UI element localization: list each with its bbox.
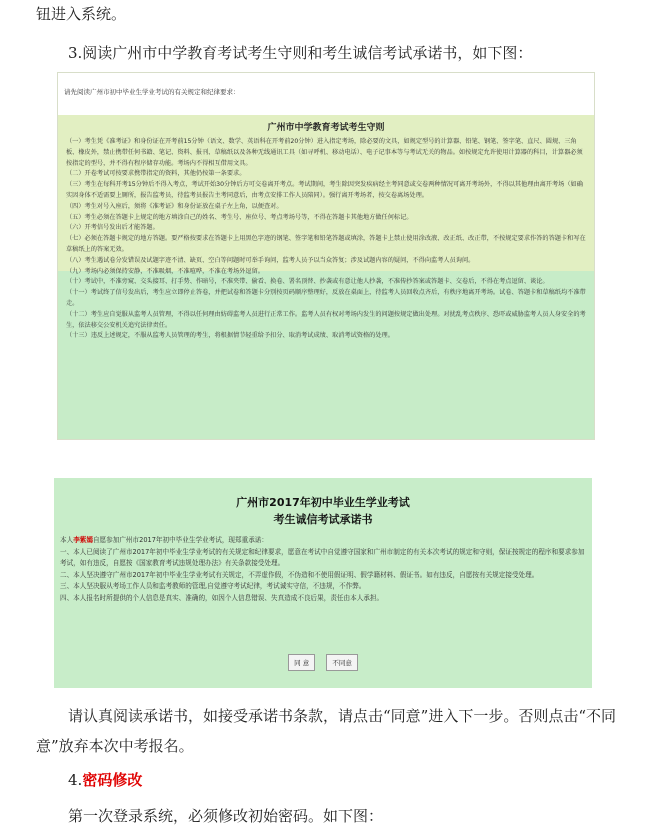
top-line: 钮进入系统。 bbox=[36, 5, 127, 23]
pledge-title-line2: 考生诚信考试承诺书 bbox=[273, 513, 373, 526]
rule-item: （七）必须在答题卡规定的地方答题。要严格按要求在答题卡上用黑色字迹的钢笔、签字笔和铅笔答题或填涂，答题卡上禁止使用涂改液、改正纸、改正带，不按规定要求作答的答题卡和写在草稿纸上的答案无效。 bbox=[66, 235, 586, 253]
rule-item: （一）考生凭《准考证》和身份证在开考前15分钟（语文、数学、英语科在开考前20分钟）进入指定考场，除必要的文具，如规定型号的计算器、铅笔、钢笔、签字笔、直尺、圆规、三角板、橡皮外，禁止携带任何书籍、笔记、资料、报刊、草稿纸以及各种无线通讯工具（如寻呼机、移动电话）、电子记事本等与考试无关的物品。如按规定允许使用计算器的科目，计算器必须按指定的型号，并不得有程序储存功能。考场内不得相互借用文具。 bbox=[66, 138, 583, 167]
rules-intro: 请先阅读广州市初中毕业生学业考试的有关规定和纪律要求： bbox=[64, 88, 240, 96]
rules-screenshot bbox=[57, 72, 595, 440]
rule-item: （四）考生对号入座后，须将《准考证》和身份证放在桌子左上角，以便查对。 bbox=[66, 202, 283, 210]
step4-title: 密码修改 bbox=[82, 771, 143, 789]
rules-panel bbox=[58, 115, 594, 440]
rule-item: （二）开卷考试可按要求携带指定的资料，其他仍按第一条要求。 bbox=[66, 170, 246, 178]
rule-item: （八）考生遇试卷分发错误及试题字迹不清、缺页、空白等问题时可举手询问，监考人员予以当众答复；涉及试题内容的疑问，不得向监考人员询问。 bbox=[66, 256, 475, 264]
instruction-text: 请认真阅读承诺书，如接受承诺书条款，请点击“同意”进入下一步。否则点击“不同意”放弃本次中考报名。 bbox=[36, 707, 617, 755]
pledge-lead bbox=[60, 535, 586, 547]
rule-item: （十一）考试终了信号发出后，考生应立即停止答卷，并把试卷和答题卡分别按页码顺序整理好，反放在桌面上，待监考人员回收点齐后，有秩序地离开考场。试卷、答题卡和草稿纸均不准带走。 bbox=[66, 289, 586, 307]
pledge-item: 一、本人已阅读了广州市2017年初中毕业生学业考试的有关规定和纪律要求，愿意在考试中自觉遵守国家和广州市制定的有关本次考试的规定和守则，保证按规定的程序和要求参加考试，如有违反，自愿按《国家教育考试违规处理办法》有关条款接受处理。 bbox=[60, 547, 585, 568]
pledge-item: 二、本人坚决遵守广州市2017年初中毕业生学业考试有关规定，不弄虚作假，不伪造和不使用假证明、假学籍材料、假证书。如有违反，自愿按有关规定接受处理。 bbox=[60, 570, 539, 579]
pledge-lead-prefix: 本人 bbox=[60, 536, 74, 544]
agree-button[interactable]: 同 意 bbox=[288, 654, 315, 671]
step4-number: 4. bbox=[68, 771, 83, 789]
rule-item: （十）考试中，不准旁窥、交头接耳、打手势、作暗号，不准夹带、偷看、换卷、署名顶替、抄袭或有意让他人抄袭，不准传抄答案或答题卡、交卷后，不得在考点逗留、谈论。 bbox=[66, 278, 549, 286]
rule-item: （六）开考信号发出后才能答题。 bbox=[66, 224, 159, 232]
rule-item: （五）考生必须在答题卡上规定的地方填涂自己的姓名、考生号、座位号、考点考场号等，不得在答题卡其他地方做任何标记。 bbox=[66, 213, 413, 221]
pledge-body bbox=[60, 535, 586, 605]
pledge-lead-suffix: 自愿参加广州市2017年初中毕业生学业考试，现郑重承诺： bbox=[92, 536, 268, 544]
disagree-button[interactable]: 不同意 bbox=[326, 654, 358, 671]
pledge-screenshot bbox=[54, 478, 592, 688]
rules-title: 广州市中学教育考试考生守则 bbox=[267, 123, 385, 133]
candidate-name: 李紫嫣 bbox=[73, 536, 93, 544]
pledge-item: 三、本人坚决服从考场工作人员和监考教师的管理,自觉遵守考试纪律，考试诚实守信，不违规，不作弊。 bbox=[60, 582, 366, 591]
pledge-item: 四、本人报名时所提供的个人信息是真实、准确的，如因个人信息错误、失真造成不良后果，责任由本人承担。 bbox=[60, 593, 384, 602]
step4-heading bbox=[68, 770, 648, 790]
pledge-buttons bbox=[54, 650, 592, 671]
pledge-title-line1: 广州市2017年初中毕业生学业考试 bbox=[236, 496, 410, 509]
step3-text: 3.阅读广州市中学教育考试考生守则和考生诚信考试承诺书，如下图： bbox=[68, 44, 533, 62]
rule-item: （三）考生在每科开考15分钟后不得入考点，考试开始30分钟后方可交卷离开考点。考试期间，考生除因突发疾病经主考同意或交卷两种情况可离开考场外，不得以其他理由离开考场（如确实因身体不适需要上厕所，报告监考员，待监考员报告主考同意后，由考点安排工作人员陪同）。强行离开考场者，按交卷离场处理。 bbox=[66, 181, 583, 199]
rule-item: （九）考场内必须保持安静，不准吸烟，不准喧哗，不准在考场外逗留。 bbox=[66, 267, 264, 275]
step4-text: 第一次登录系统，必须修改初始密码。如下图： bbox=[68, 807, 384, 825]
rule-item: （十二）考生应自觉服从监考人员管理，不得以任何理由妨碍监考人员进行正常工作。监考人员有权对考场内发生的问题按规定做出处理。对扰乱考点秩序、恐吓或威胁监考人员人身安全的考生，依法移交公安机关追究法律责任。 bbox=[66, 310, 586, 329]
rules-list bbox=[66, 137, 586, 342]
rule-item: （十三）违反上述规定，不服从监考人员管理的考生，将根据情节轻重给予扣分、取消考试成绩、取消考试资格的处理。 bbox=[66, 332, 394, 340]
